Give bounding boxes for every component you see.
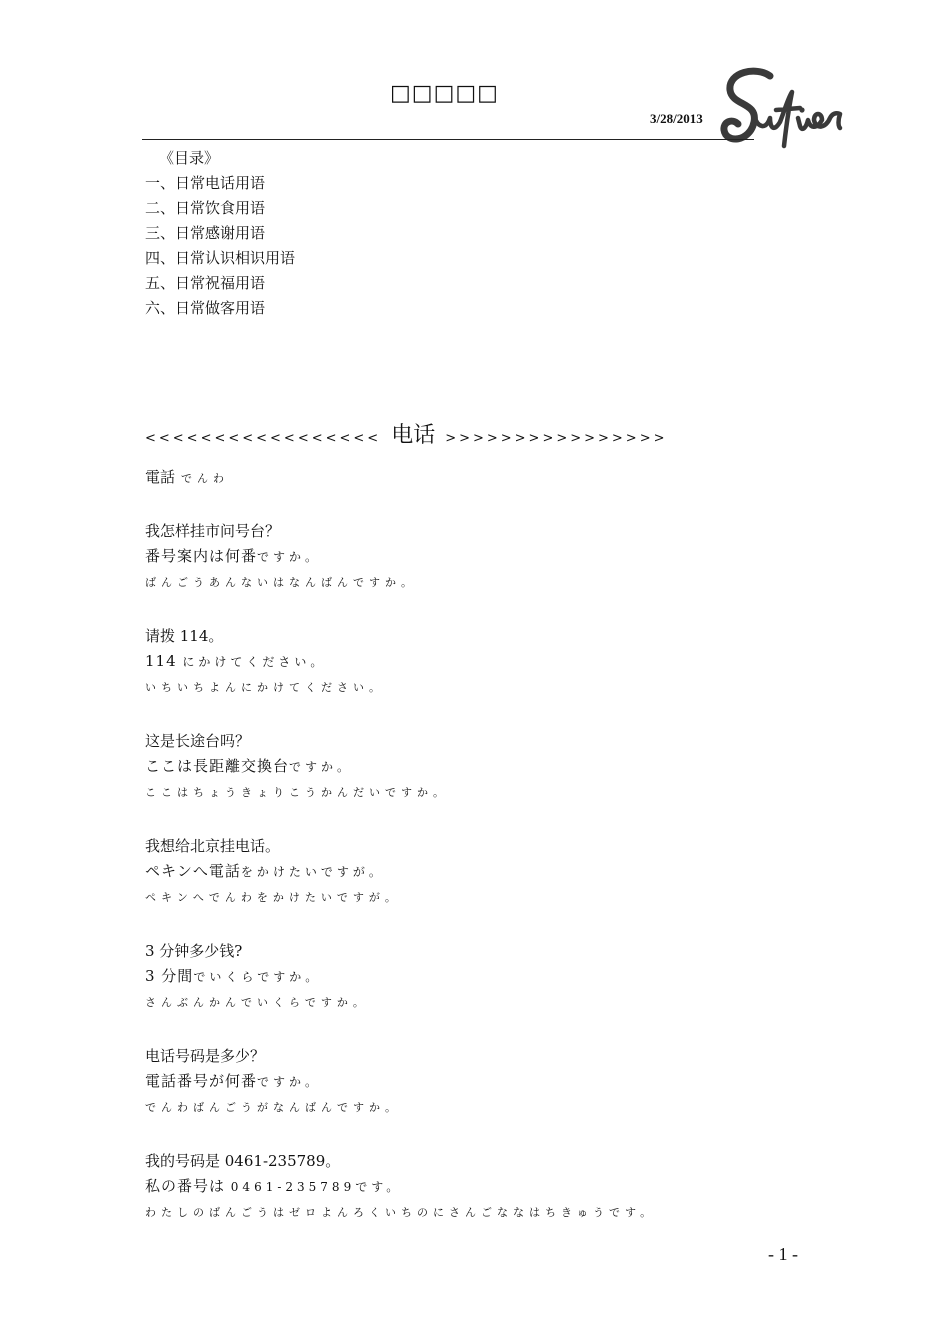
phrase-list bbox=[145, 466, 845, 1225]
phrase-japanese bbox=[145, 859, 845, 885]
phrase-japanese bbox=[145, 1174, 845, 1200]
header-title: □□□□□ bbox=[390, 80, 499, 106]
phrase-chinese: 我的号码是 0461-235789。 bbox=[145, 1152, 341, 1170]
phrase-entry bbox=[145, 939, 845, 1015]
toc-item: 四、日常认识相识用语 bbox=[145, 249, 296, 267]
sufier-logo bbox=[718, 62, 868, 162]
phrase-reading: ばんごうあんないはなんばんですか。 bbox=[145, 576, 417, 589]
phrase-japanese-main: 3 分間 bbox=[145, 967, 194, 985]
section-banner bbox=[145, 418, 765, 449]
phrase-japanese bbox=[145, 1069, 845, 1095]
banner-left-arrows: <<<<<<<<<<<<<<<<< bbox=[145, 431, 382, 446]
phrase-japanese-main: 番号案内は何番 bbox=[145, 547, 258, 565]
phrase-japanese-tail: ですか。 bbox=[257, 1075, 322, 1089]
phrase-japanese-tail: 0461-235789です。 bbox=[230, 1180, 403, 1194]
intro-reading: でんわ bbox=[181, 472, 230, 485]
phrase-japanese-tail: をかけたいですが。 bbox=[240, 865, 385, 879]
phrase-japanese bbox=[145, 754, 845, 780]
phrase-japanese-main: ここは長距離交換台 bbox=[145, 757, 290, 775]
phrase-japanese bbox=[145, 649, 845, 675]
phrase-chinese: 我怎样挂市问号台？ bbox=[145, 522, 281, 540]
header-rule bbox=[142, 139, 754, 140]
phrase-reading: いちいちよんにかけてください。 bbox=[145, 681, 385, 694]
table-of-contents bbox=[145, 146, 295, 321]
phrase-entry bbox=[145, 519, 845, 595]
phrase-entry bbox=[145, 624, 845, 700]
toc-item: 六、日常做客用语 bbox=[145, 299, 266, 317]
phrase-reading: さんぶんかんでいくらですか。 bbox=[145, 996, 369, 1009]
phrase-japanese-main: ペキンへ電話 bbox=[145, 862, 241, 880]
phrase-reading: わたしのばんごうはゼロよんろくいちのにさんごななはちきゅうです。 bbox=[145, 1206, 657, 1219]
toc-heading: 《目录》 bbox=[159, 149, 220, 167]
phrase-japanese-main: 電話番号が何番 bbox=[145, 1072, 258, 1090]
phrase-entry bbox=[145, 834, 845, 910]
phrase-chinese: 我想给北京挂电话。 bbox=[145, 837, 281, 855]
phrase-entry bbox=[145, 1149, 845, 1225]
intro-kanji: 電話 bbox=[145, 468, 176, 486]
phrase-chinese: 这是长途台吗？ bbox=[145, 732, 251, 750]
phrase-entry bbox=[145, 1044, 845, 1120]
page-number: - 1 - bbox=[768, 1244, 798, 1264]
phrase-entry bbox=[145, 729, 845, 805]
phrase-chinese: 请拨 114。 bbox=[145, 627, 224, 645]
phrase-japanese-tail: にかけてください。 bbox=[182, 655, 327, 669]
banner-right-arrows: >>>>>>>>>>>>>>>> bbox=[445, 431, 668, 446]
phrase-reading: でんわばんごうがなんばんですか。 bbox=[145, 1101, 401, 1114]
phrase-chinese: 电话号码是多少？ bbox=[145, 1047, 266, 1065]
phrase-japanese-tail: ですか。 bbox=[289, 760, 354, 774]
toc-item: 三、日常感谢用语 bbox=[145, 224, 266, 242]
phrase-japanese bbox=[145, 544, 845, 570]
header-date: 3/28/2013 bbox=[650, 111, 703, 126]
phrase-japanese-main: 私の番号は bbox=[145, 1177, 226, 1195]
phrase-japanese-main: 114 bbox=[145, 652, 177, 670]
toc-item: 五、日常祝福用语 bbox=[145, 274, 266, 292]
phrase-chinese: 3 分钟多少钱? bbox=[145, 942, 243, 960]
toc-item: 一、日常电话用语 bbox=[145, 174, 266, 192]
phrase-japanese bbox=[145, 964, 845, 990]
phrase-reading: ペキンへでんわをかけたいですが。 bbox=[145, 891, 401, 904]
phrase-japanese-tail: ですか。 bbox=[257, 550, 322, 564]
section-intro bbox=[145, 466, 845, 490]
phrase-reading: ここはちょうきょりこうかんだいですか。 bbox=[145, 786, 449, 799]
toc-item: 二、日常饮食用语 bbox=[145, 199, 266, 217]
phrase-japanese-tail: でいくらですか。 bbox=[193, 970, 322, 984]
section-title: 电话 bbox=[391, 423, 436, 448]
